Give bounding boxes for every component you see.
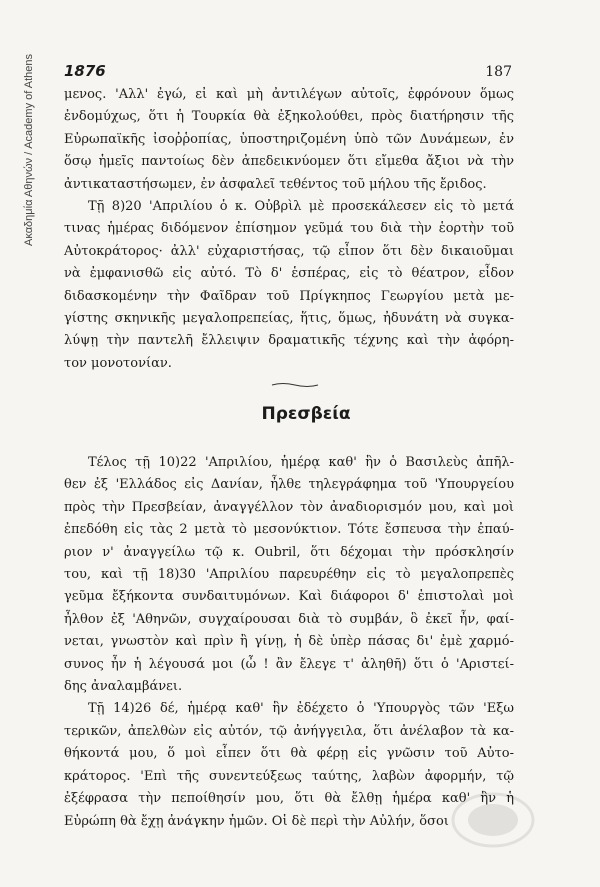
text-line: Τῇ 14)26 δέ, ἡμέρᾳ καθ' ἣν ἐδέχετο ὁ 'Υπουργὸς τῶν 'Εξω [88,701,514,717]
text-line: γίστης σκηνικῆς μεγαλοπρεπείας, ἥτις, ὅμως, ἠδυνάτη νὰ συγκα- [64,311,514,327]
page-number: 187 [485,64,512,80]
text-line: Τέλος τῇ 10)22 'Απριλίου, ἡμέρᾳ καθ' ἣν ὁ Βασιλεὺς ἀπῆλ- [88,455,514,470]
paragraph [64,84,514,196]
text-line: μενος. 'Αλλ' ἐγώ, εἰ καὶ μὴ ἀντιλέγων αὐτοῖς, ἐφρόνουν ὅμως [64,87,514,102]
page-header [64,62,512,80]
text-line: συνος ἦν ἡ λέγουσά μοι (ὦ ! ἂν ἔλεγε τ' ἀληθῆ) ὅτι ὁ 'Αριστεί- [64,656,514,672]
text-line: δης ἀναλαμβάνει. [64,679,183,695]
section-divider [270,382,320,388]
text-line: τινας ἡμέρας διδόμενον ἐπίσημον γεῦμά του διὰ τὴν ἑορτὴν τοῦ [64,221,514,237]
text-line: νὰ ἐμφανισθῶ εἰς αὐτό. Τὸ δ' ἑσπέρας, εἰς τὸ θέατρον, εἶδον [64,266,514,282]
faded-seal-mark [448,790,538,850]
text-line: θεν ἐξ 'Ελλάδος εἰς Δανίαν, ἦλθε τηλεγράφημα τοῦ 'Υπουργείου [64,477,514,493]
text-line: θήκοντά μου, ὅ μοὶ εἶπεν ὅτι θὰ φέρῃ εἰς γνῶσιν τοῦ Αὐτο- [64,746,514,762]
text-line: κράτορος. 'Επὶ τῆς συνεντεύξεως ταύτης, λαβὼν ἀφορμήν, τῷ [64,768,514,784]
text-line: του, καὶ τῇ 18)30 'Απριλίου παρευρέθην εἰς τὸ μεγαλοπρεπὲς [64,567,514,583]
paragraph [64,196,514,375]
text-line: νεται, γνωστὸν καὶ πρὶν ἢ γίνῃ, ἡ δὲ ὑπὲρ πάσας δι' ἐμὲ χαρμό- [64,634,514,650]
text-line: Τῇ 8)20 'Απριλίου ὁ κ. Οὐβρὶλ μὲ προσεκάλεσεν εἰς τὸ μετά [88,199,514,215]
page-year: 1876 [64,62,106,80]
text-line: Αὐτοκράτορος· ἀλλ' εὐχαριστήσας, τῷ εἶπον ὅτι δὲν δικαιοῦμαι [64,243,514,259]
paragraph [64,698,514,832]
text-line: Εὐρωπαϊκῆς ἰσοῤῥοπίας, ὑποστηριζομένη ὑπὸ τῶν Δυνάμεων, ἐν [64,131,514,147]
text-line: Εὐρώπη θὰ ἔχῃ ἀνάγκην ἡμῶν. Οἱ δὲ περὶ τὴν Αὐλήν, ὅσοι [64,813,449,829]
text-line: ἐξέφρασα τὴν πεποίθησίν μου, ὅτι θὰ ἔλθῃ ἡμέρα καθ' ἣν ἡ [64,791,514,807]
text-line: πρὸς τὴν Πρεσβείαν, ἀναγγέλλον τὸν ἀναδιορισμόν μου, καὶ μοὶ [64,499,514,515]
section-title: Πρεσβεία [261,404,351,424]
text-line: ριον ν' ἀναγγείλω τῷ κ. Oubril, ὅτι δέχομαι τὴν πρόσκλησίν [64,544,514,560]
paragraph [64,452,514,698]
body-text-bottom [64,452,514,833]
archive-watermark: Ακαδημία Αθηνών / Academy of Athens [23,54,35,247]
text-line: διδασκομένην τὴν Φαῖδραν τοῦ Πρίγκηπος Γεωργίου μετὰ με- [64,288,514,304]
body-text-top [64,84,514,375]
text-line: τον μονοτονίαν. [64,355,172,371]
text-line: ἐπεδόθη εἰς τὰς 2 μετὰ τὸ μεσονύκτιον. Τότε ἔσπευσα τὴν ἐπαύ- [64,522,514,538]
text-line: ὅσῳ ἡμεῖς παντοίως δὲν ἀπεδεικνύομεν ὅτι εἴμεθα ἄξιοι νὰ τὴν [64,154,514,170]
text-line: τερικῶν, ἀπελθὼν εἰς αὐτόν, τῷ ἀνήγγειλα, ὅτι ἀνέλαβον τὰ κα- [64,723,514,739]
text-line: ἦλθον ἐξ 'Αθηνῶν, συγχαίρουσαι διὰ τὸ συμβάν, ὃ ἐκεῖ ἦν, φαί- [64,611,514,627]
text-line: ἐνδομύχως, ὅτι ἡ Τουρκία θὰ ἐξηκολούθει, πρὸς διατήρησιν τῆς [64,109,514,125]
text-line: λύψῃ τὴν παντελῆ ἔλλειψιν δραματικῆς τέχνης καὶ τὴν ἀφόρη- [64,333,514,349]
text-line: ἀντικαταστήσωμεν, ἐν ἀσφαλεῖ τεθέντος τοῦ μήλου τῆς ἔριδος. [64,176,487,192]
text-line: γεῦμα ἔξήκοντα συνδαιτυμόνων. Καὶ διάφοροι δ' ἐπιστολαὶ μοὶ [64,589,514,605]
